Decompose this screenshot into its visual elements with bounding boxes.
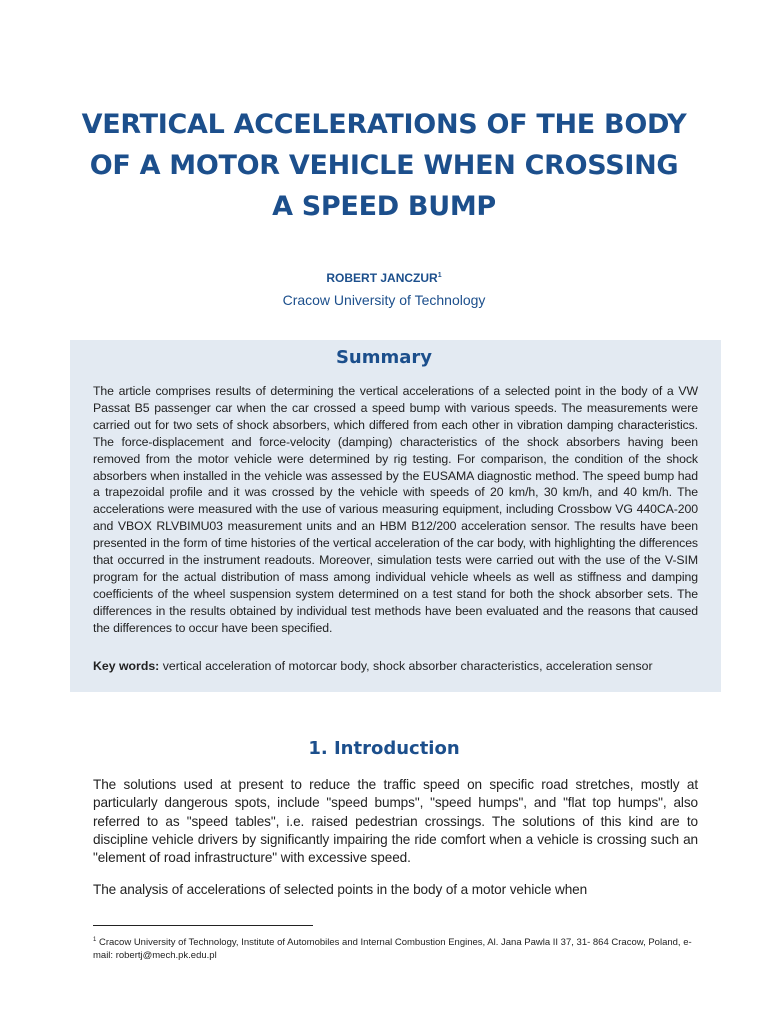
author-affiliation: Cracow University of Technology <box>282 292 486 308</box>
paper-title <box>60 104 708 227</box>
keywords <box>93 659 713 673</box>
keywords-label: Key words: <box>93 659 160 673</box>
footnote-divider <box>93 925 313 926</box>
body-paragraph: The analysis of accelerations of selected points in the body of a motor vehicle when <box>93 882 588 897</box>
title-line: OF A MOTOR VEHICLE WHEN CROSSING <box>89 150 679 181</box>
body-paragraph: The solutions used at present to reduce the traffic speed on specific road stretches, mostly at particularly dangerous spots, include "speed bumps", "speed humps", and "flat top humps", also referred to as "speed tables", i.e. raised pedestrian crossings. The solutions of this kind are to discipline vehicle drivers by significantly impairing the ride comfort when a vehicle is crossing such an "element of road infrastructure" with excessive speed. <box>93 777 698 866</box>
author-line <box>0 271 768 285</box>
title-line: A SPEED BUMP <box>272 191 496 222</box>
footnote-text: Cracow University of Technology, Institute of Automobiles and Internal Combustion Engines, Al. Jana Pawla II 37, 31- 864 Cracow, Poland, e-mail: robertj@mech.pk.edu.pl <box>93 937 692 961</box>
footnote-marker: 1 <box>437 272 442 279</box>
footnote-marker: 1 <box>93 937 97 943</box>
keywords-list: vertical acceleration of motorcar body, shock absorber characteristics, acceleration sensor <box>162 659 653 673</box>
author-name: ROBERT JANCZUR <box>326 271 438 285</box>
summary-text: The article comprises results of determining the vertical accelerations of a selected point in the body of a VW Passat B5 passenger car when the car crossed a speed bump with various speeds. The measurements were carried out for two sets of shock absorbers, which differed from each other in vibration damping characteristics. The force-displacement and force-velocity (damping) characteristics of the shock absorbers having been removed from the motor vehicle were determined by rig testing. For comparison, the condition of the shock absorbers when installed in the vehicle was assessed by the EUSAMA diagnostic method. The speed bump had a trapezoidal profile and it was crossed by the vehicle with speeds of 20 km/h, 30 km/h, and 40 km/h. The accelerations were measured with the use of various measuring equipment, including Crossbow VG 440CA-200 and VBOX RLVBIMU03 measurement units and an HBM B12/200 acceleration sensor. The results have been presented in the form of time histories of the vertical acceleration of the car body, with highlighting the differences that occurred in the instrument readouts. Moreover, simulation tests were carried out with the use of the V-SIM program for the actual distribution of mass among individual vehicle wheels as well as stiffness and damping coefficients of the wheel suspension system determined on a test stand for both the shock absorber sets. The differences in the results obtained by individual test methods have been evaluated and the reasons that caused the differences to occur have been specified. <box>93 384 698 635</box>
summary-heading: Summary <box>335 347 433 368</box>
section-heading: 1. Introduction <box>308 738 460 759</box>
footnote <box>93 934 693 962</box>
title-line: VERTICAL ACCELERATIONS OF THE BODY <box>81 109 687 140</box>
